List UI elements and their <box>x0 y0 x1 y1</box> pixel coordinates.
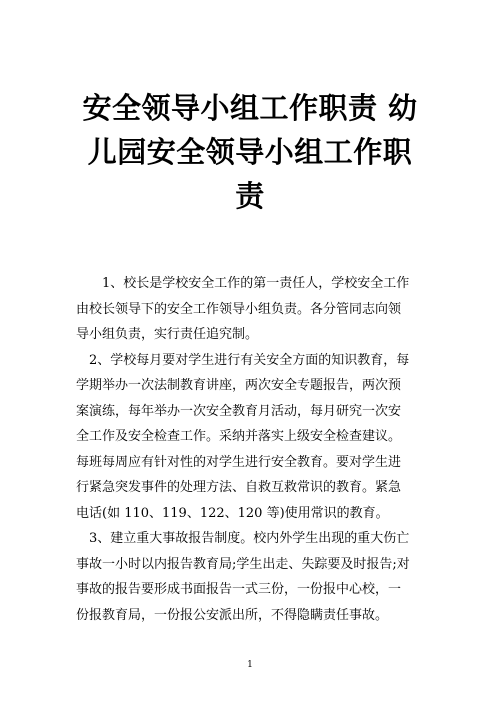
paragraph-2 <box>76 348 428 527</box>
text-line: 全工作及安全检查工作。采纳并落实上级安全检查建议。 <box>76 429 402 444</box>
text-line: 行紧急突发事件的处理方法、自救互救常识的教育。紧急 <box>76 480 402 495</box>
paragraph-3 <box>76 526 428 628</box>
text-line: 事故的报告要形成书面报告一式三份，一份报中心校，一 <box>76 582 402 597</box>
text-line: 导小组负责，实行责任追究制。 <box>76 327 259 342</box>
text-line: 每班每周应有针对性的对学生进行安全教育。要对学生进 <box>76 454 402 470</box>
text-line: 由校长领导下的安全工作领导小组负责。各分管同志向领 <box>76 301 402 317</box>
text-line: 3、建立重大事故报告制度。校内外学生出现的重大伤亡 <box>89 531 410 546</box>
text-line: 学期举办一次法制教育讲座，两次安全专题报告，两次预 <box>76 378 402 393</box>
title-line: 儿园安全领导小组工作职 <box>87 135 413 169</box>
document-title <box>58 86 442 218</box>
text-line: 1、校长是学校安全工作的第一责任人，学校安全工作 <box>102 276 410 291</box>
text-line: 电话(如 110、119、122、120 等)使用常识的教育。 <box>76 505 389 521</box>
page-number: 1 <box>247 660 253 670</box>
document-body <box>76 271 428 628</box>
text-line: 份报教育局，一份报公安派出所，不得隐瞒责任事故。 <box>76 607 389 623</box>
title-line: 安全领导小组工作职责 幼 <box>82 91 418 125</box>
text-line: 2、学校每月要对学生进行有关安全方面的知识教育，每 <box>89 352 410 368</box>
text-line: 案演练，每年举办一次安全教育月活动，每月研究一次安 <box>76 403 402 419</box>
text-line: 事故一小时以内报告教育局;学生出走、失踪要及时报告;对 <box>76 556 410 572</box>
title-line: 责 <box>235 179 265 213</box>
paragraph-1 <box>76 271 428 348</box>
